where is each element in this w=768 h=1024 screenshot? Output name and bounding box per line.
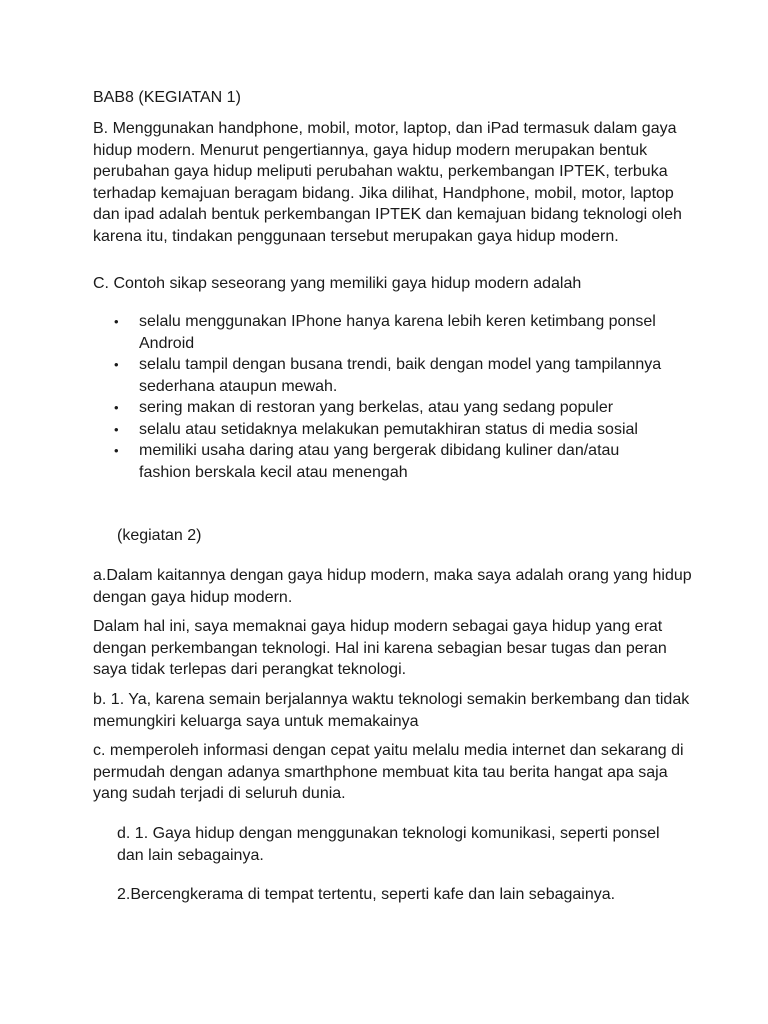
kegiatan-2-heading: (kegiatan 2) bbox=[117, 527, 202, 544]
paragraph-c: C. Contoh sikap seseorang yang memiliki gaya hidup modern adalah bbox=[93, 275, 582, 292]
paragraph-a-meaning: Dalam hal ini, saya memaknai gaya hidup modern sebagai gaya hidup yang erat dengan perkembangan teknologi. Hal ini karena sebagian besar tugas dan peran saya tidak terlepas dari perangkat teknologi. bbox=[93, 618, 667, 678]
list-item: • selalu tampil dengan busana trendi, baik dengan model yang tampilannya sederhana ataupun mewah. bbox=[114, 354, 674, 397]
list-item: • memiliki usaha daring atau yang bergerak dibidang kuliner dan/atau fashion berskala kecil atau menengah bbox=[114, 440, 674, 483]
paragraph-b: B. Menggunakan handphone, mobil, motor, laptop, dan iPad termasuk dalam gaya hidup modern. Menurut pengertiannya, gaya hidup modern merupakan bentuk perubahan gaya hidup meliputi perubahan waktu, perkembangan IPTEK, terbuka terhadap kemajuan beragam bidang. Jika dilihat, Handphone, mobil, motor, laptop dan ipad adalah bentuk perkembangan IPTEK dan kemajuan bidang teknologi oleh karena itu, tindakan penggunaan tersebut merupakan gaya hidup modern. bbox=[93, 120, 682, 245]
list-item: • sering makan di restoran yang berkelas, atau yang sedang populer bbox=[114, 397, 674, 419]
list-item: • selalu atau setidaknya melakukan pemutakhiran status di media sosial bbox=[114, 419, 674, 441]
paragraph-b1: b. 1. Ya, karena semain berjalannya waktu teknologi semakin berkembang dan tidak memungkiri keluarga saya untuk memakainya bbox=[93, 691, 690, 730]
list-item: • selalu menggunakan IPhone hanya karena lebih keren ketimbang ponsel Android bbox=[114, 311, 674, 354]
modern-lifestyle-list bbox=[114, 311, 674, 483]
paragraph-d2: 2.Bercengkerama di tempat tertentu, seperti kafe dan lain sebagainya. bbox=[117, 886, 616, 903]
section-heading: BAB8 (KEGIATAN 1) bbox=[93, 89, 241, 106]
paragraph-c-answer: c. memperoleh informasi dengan cepat yaitu melalu media internet dan sekarang di permudah dengan adanya smarthphone membuat kita tau berita hangat apa saja yang sudah terjadi di seluruh dunia. bbox=[93, 742, 684, 802]
paragraph-d1: d. 1. Gaya hidup dengan menggunakan teknologi komunikasi, seperti ponsel dan lain sebagainya. bbox=[117, 825, 660, 864]
paragraph-a: a.Dalam kaitannya dengan gaya hidup modern, maka saya adalah orang yang hidup dengan gaya hidup modern. bbox=[93, 567, 692, 606]
